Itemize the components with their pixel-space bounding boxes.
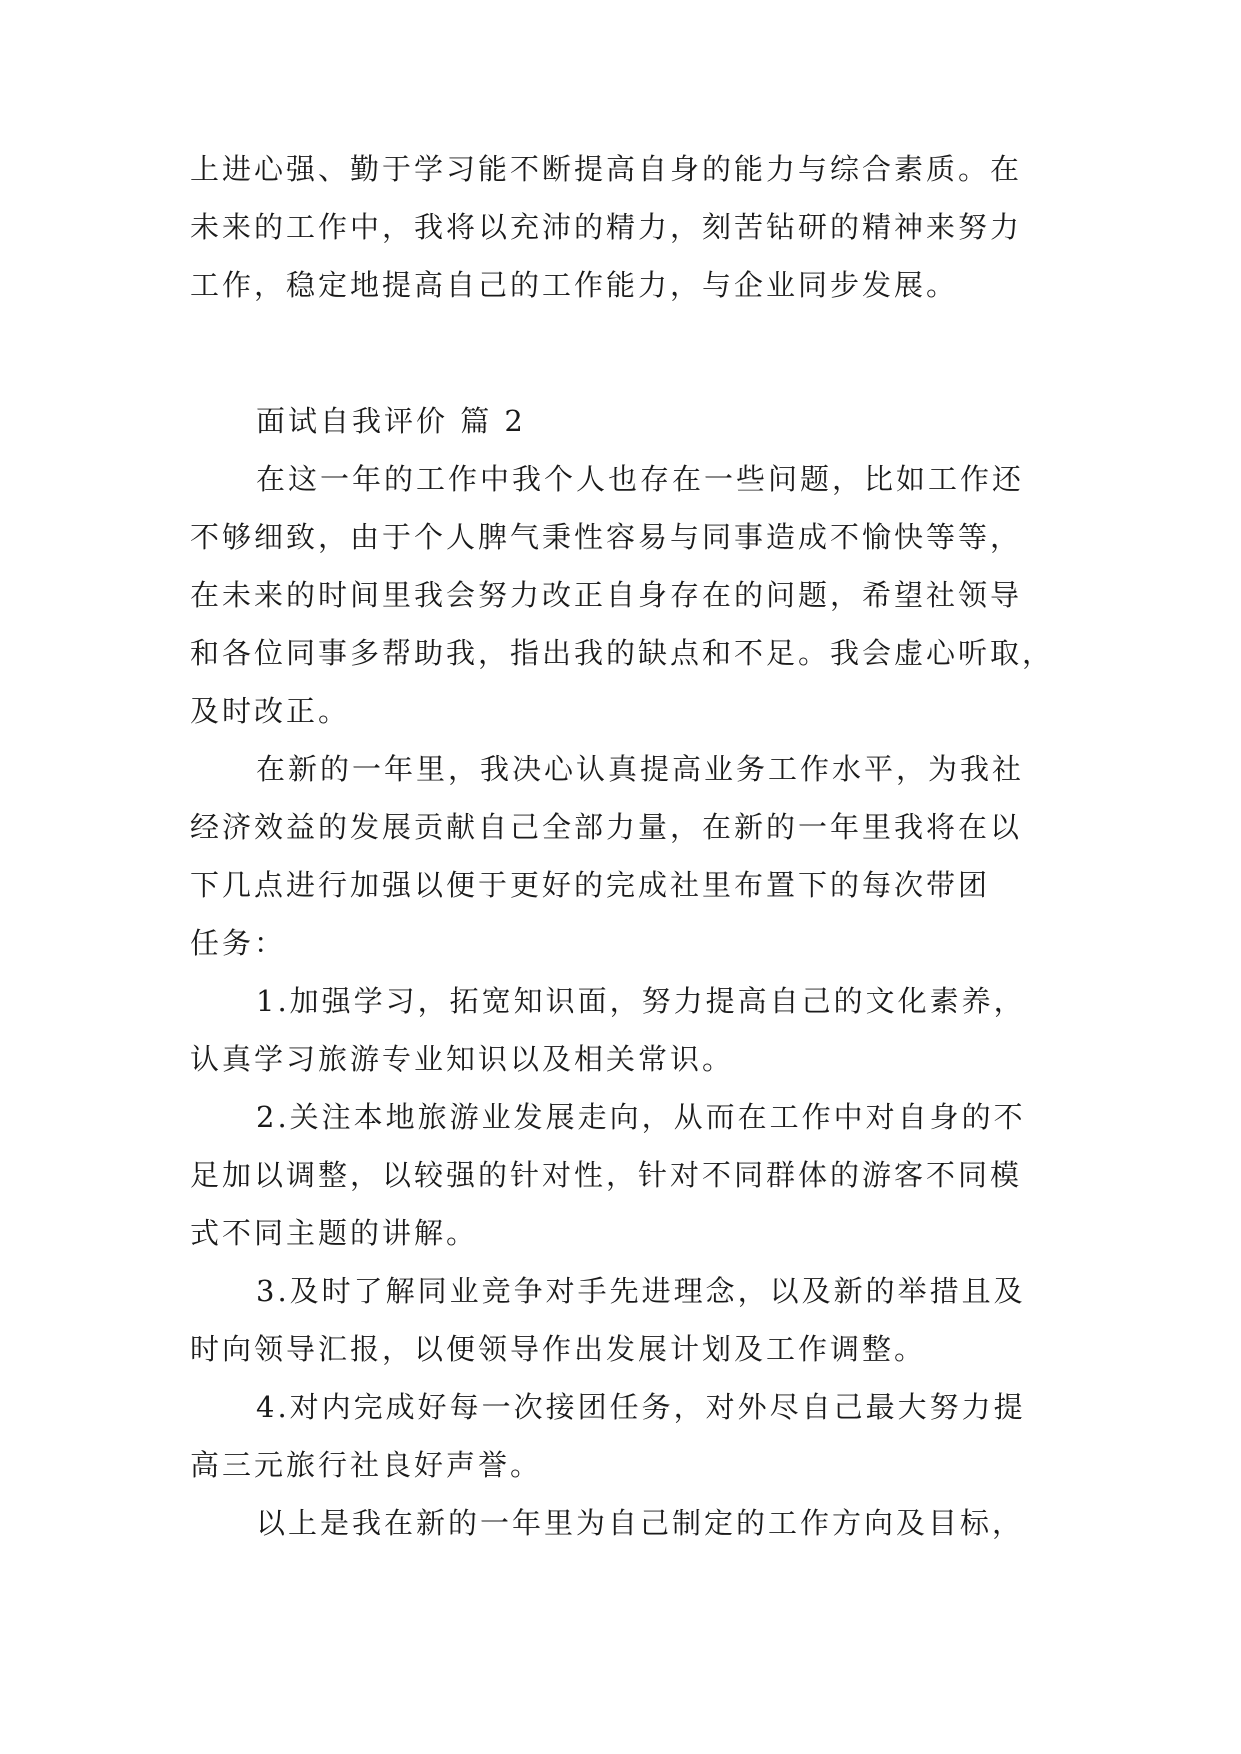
text-line: 式不同主题的讲解。 — [190, 1216, 479, 1250]
paragraph-plan — [190, 740, 1060, 972]
text-line: 以上是我在新的一年里为自己制定的工作方向及目标， — [256, 1506, 1025, 1540]
text-line: 时向领导汇报，以便领导作出发展计划及工作调整。 — [190, 1332, 927, 1366]
text-line: 任务： — [190, 926, 287, 960]
text-line: 和各位同事多帮助我，指出我的缺点和不足。我会虚心听取， — [190, 636, 1055, 670]
text-line: 在未来的时间里我会努力改正自身存在的问题，希望社领导 — [190, 578, 1023, 612]
list-item-2 — [190, 1088, 1060, 1262]
text-line: 上进心强、勤于学习能不断提高自身的能力与综合素质。在 — [190, 152, 1023, 186]
list-item-4 — [190, 1378, 1060, 1494]
text-line: 在这一年的工作中我个人也存在一些问题，比如工作还 — [256, 462, 1025, 496]
intro-paragraph — [190, 140, 1060, 314]
text-line: 及时改正。 — [190, 694, 351, 728]
text-line: 4.对内完成好每一次接团任务，对外尽自己最大努力提 — [256, 1390, 1026, 1424]
text-line: 下几点进行加强以便于更好的完成社里布置下的每次带团 — [190, 868, 991, 902]
text-line: 1.加强学习，拓宽知识面，努力提高自己的文化素养， — [256, 984, 1026, 1018]
paragraph-problems — [190, 450, 1060, 740]
text-line: 2.关注本地旅游业发展走向，从而在工作中对自身的不 — [256, 1100, 1026, 1134]
text-line: 高三元旅行社良好声誉。 — [190, 1448, 543, 1482]
text-line: 3.及时了解同业竞争对手先进理念，以及新的举措且及 — [256, 1274, 1026, 1308]
closing-paragraph — [190, 1494, 1060, 1552]
list-item-1 — [190, 972, 1060, 1088]
list-item-3 — [190, 1262, 1060, 1378]
text-line: 经济效益的发展贡献自己全部力量，在新的一年里我将在以 — [190, 810, 1023, 844]
text-line: 认真学习旅游专业知识以及相关常识。 — [190, 1042, 735, 1076]
text-line: 未来的工作中，我将以充沛的精力，刻苦钻研的精神来努力 — [190, 210, 1023, 244]
text-line: 不够细致，由于个人脾气秉性容易与同事造成不愉快等等， — [190, 520, 1023, 554]
text-line: 足加以调整，以较强的针对性，针对不同群体的游客不同模 — [190, 1158, 1023, 1192]
text-line: 在新的一年里，我决心认真提高业务工作水平，为我社 — [256, 752, 1025, 786]
section-heading: 面试自我评价 篇 2 — [256, 404, 526, 438]
text-line: 工作，稳定地提高自己的工作能力，与企业同步发展。 — [190, 268, 959, 302]
